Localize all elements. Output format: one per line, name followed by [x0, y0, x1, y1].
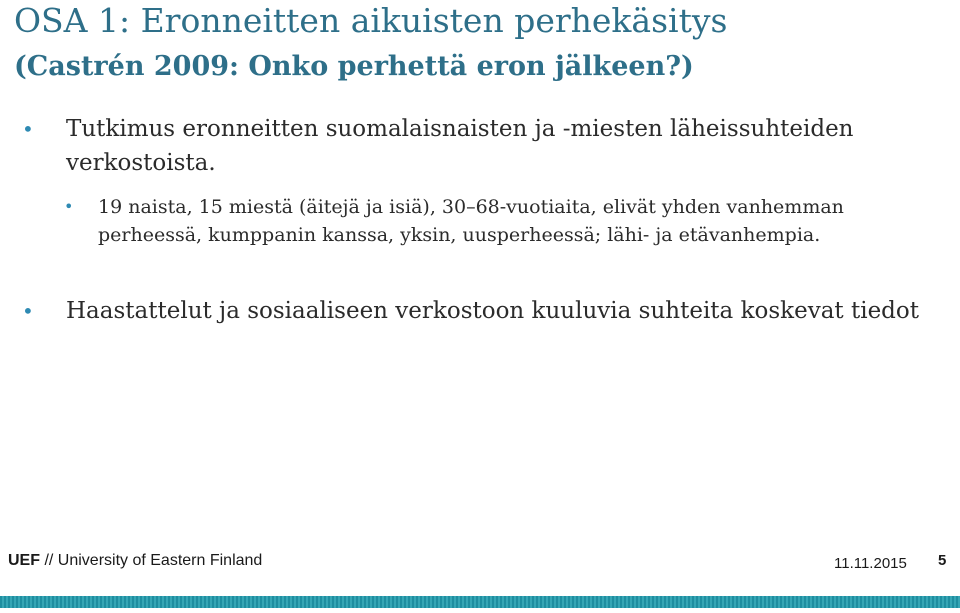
- bullet-item: [22, 112, 942, 180]
- footer: [0, 550, 960, 580]
- page-number: 5: [938, 552, 947, 569]
- slide-subtitle: (Castrén 2009: Onko perhettä eron jälkeen?): [14, 51, 694, 82]
- footer-stripe: [0, 596, 960, 608]
- footer-org-full: University of Eastern Finland: [57, 552, 263, 569]
- sub-bullet-dot-icon: •: [64, 197, 74, 216]
- footer-org-short: UEF: [8, 552, 40, 569]
- sub-bullet-item: [64, 193, 944, 249]
- slide-title: OSA 1: Eronneitten aikuisten perhekäsitys: [14, 1, 728, 40]
- bullet-item: [22, 294, 942, 328]
- bullet-dot-icon: •: [22, 117, 34, 141]
- footer-separator: //: [40, 552, 58, 569]
- bullet-text: Tutkimus eronneitten suomalaisnaisten ja -miesten läheissuhteiden verkostoista.: [66, 116, 854, 176]
- bullet-text: Haastattelut ja sosiaaliseen verkostoon kuuluvia suhteita koskevat tiedot: [66, 298, 919, 324]
- footer-organization: [8, 552, 262, 570]
- footer-date: 11.11.2015: [834, 555, 907, 572]
- bullet-dot-icon: •: [22, 299, 34, 323]
- sub-bullet-text: 19 naista, 15 miestä (äitejä ja isiä), 30–68-vuotiaita, elivät yhden vanhemman perheessä, kumppanin kanssa, yksin, uusperheessä; lähi- ja etävanhempia.: [98, 196, 844, 246]
